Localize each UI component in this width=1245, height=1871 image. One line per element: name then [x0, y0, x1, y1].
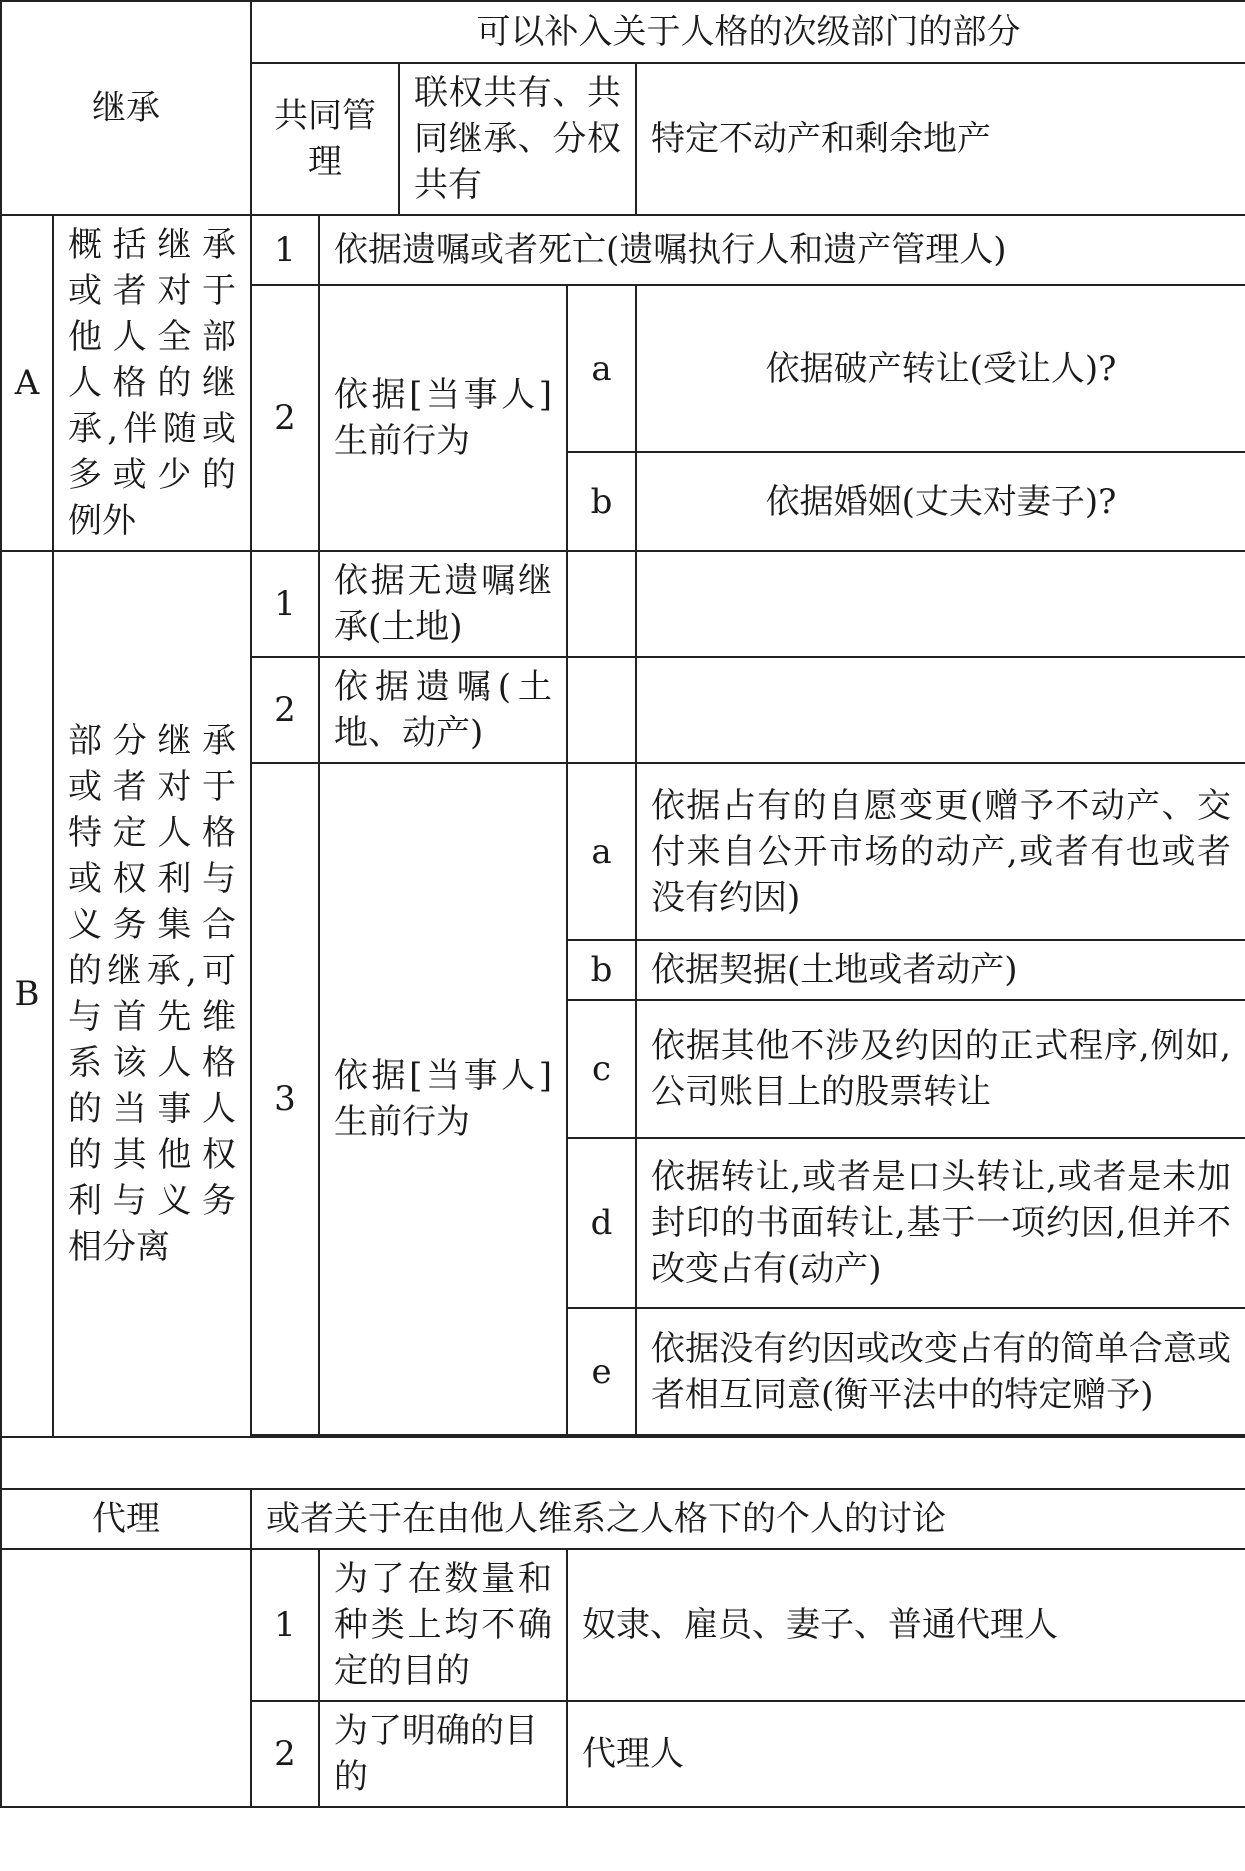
section-b-description: 部分继承或者对于特定人格或权利与义务集合的继承,可与首先维系该人格的当事人的其他权利与义务相分离 — [53, 551, 251, 1437]
section-a-label: A — [1, 215, 53, 551]
column-joint-management: 共同管理 — [251, 63, 399, 215]
agency-empty-cell — [1, 1549, 251, 1807]
row-b3b-letter: b — [567, 940, 636, 1000]
section-b-label: B — [1, 551, 53, 1437]
row-b2-empty-letter — [567, 657, 636, 763]
row-b3a-letter: a — [567, 763, 636, 940]
blank-separator-row — [1, 1437, 1245, 1489]
row-b1-empty-letter — [567, 551, 636, 657]
row-b3b-text: 依据契据(土地或者动产) — [636, 940, 1245, 1000]
row-a2-number: 2 — [251, 285, 319, 551]
agency-label: 代理 — [1, 1489, 251, 1549]
subdivision-title: 可以补入关于人格的次级部门的部分 — [251, 1, 1245, 63]
row-a2b-letter: b — [567, 452, 636, 551]
agency-row1-number: 1 — [251, 1549, 319, 1701]
row-b2-text: 依据遗嘱(土地、动产) — [319, 657, 567, 763]
row-b3d-text: 依据转让,或者是口头转让,或者是未加封印的书面转让,基于一项约因,但并不改变占有(动产) — [636, 1138, 1245, 1308]
column-joint-tenancy: 联权共有、共同继承、分权共有 — [399, 63, 636, 215]
column-specific-real-estate: 特定不动产和剩余地产 — [636, 63, 1245, 215]
row-a1-number: 1 — [251, 215, 319, 285]
row-b3c-letter: c — [567, 1000, 636, 1138]
row-a2a-letter: a — [567, 285, 636, 452]
row-b1-empty-text — [636, 551, 1245, 657]
row-b3e-text: 依据没有约因或改变占有的简单合意或者相互同意(衡平法中的特定赠予) — [636, 1308, 1245, 1435]
row-b3-text: 依据[当事人]生前行为 — [319, 763, 567, 1435]
agency-row1-purpose: 为了在数量和种类上均不确定的目的 — [319, 1549, 567, 1701]
row-a2a-text: 依据破产转让(受让人)? — [636, 285, 1245, 452]
row-b2-number: 2 — [251, 657, 319, 763]
row-a2b-text: 依据婚姻(丈夫对妻子)? — [636, 452, 1245, 551]
section-a-description: 概括继承或者对于他人全部人格的继承,伴随或多或少的例外 — [53, 215, 251, 551]
agency-title: 或者关于在由他人维系之人格下的个人的讨论 — [251, 1489, 1245, 1549]
row-b1-number: 1 — [251, 551, 319, 657]
row-b3c-text: 依据其他不涉及约因的正式程序,例如,公司账目上的股票转让 — [636, 1000, 1245, 1138]
row-b3-number: 3 — [251, 763, 319, 1435]
row-a1-text: 依据遗嘱或者死亡(遗嘱执行人和遗产管理人) — [319, 215, 1245, 285]
agency-row2-examples: 代理人 — [567, 1701, 1245, 1807]
agency-row2-number: 2 — [251, 1701, 319, 1807]
row-b3d-letter: d — [567, 1138, 636, 1308]
agency-row2-purpose: 为了明确的目的 — [319, 1701, 567, 1807]
row-a2-text: 依据[当事人]生前行为 — [319, 285, 567, 551]
row-b3e-letter: e — [567, 1308, 636, 1435]
row-b3a-text: 依据占有的自愿变更(赠予不动产、交付来自公开市场的动产,或者有也或者没有约因) — [636, 763, 1245, 940]
agency-row1-examples: 奴隶、雇员、妻子、普通代理人 — [567, 1549, 1245, 1701]
succession-header: 继承 — [1, 1, 251, 215]
row-b2-empty-text — [636, 657, 1245, 763]
row-b1-text: 依据无遗嘱继承(土地) — [319, 551, 567, 657]
